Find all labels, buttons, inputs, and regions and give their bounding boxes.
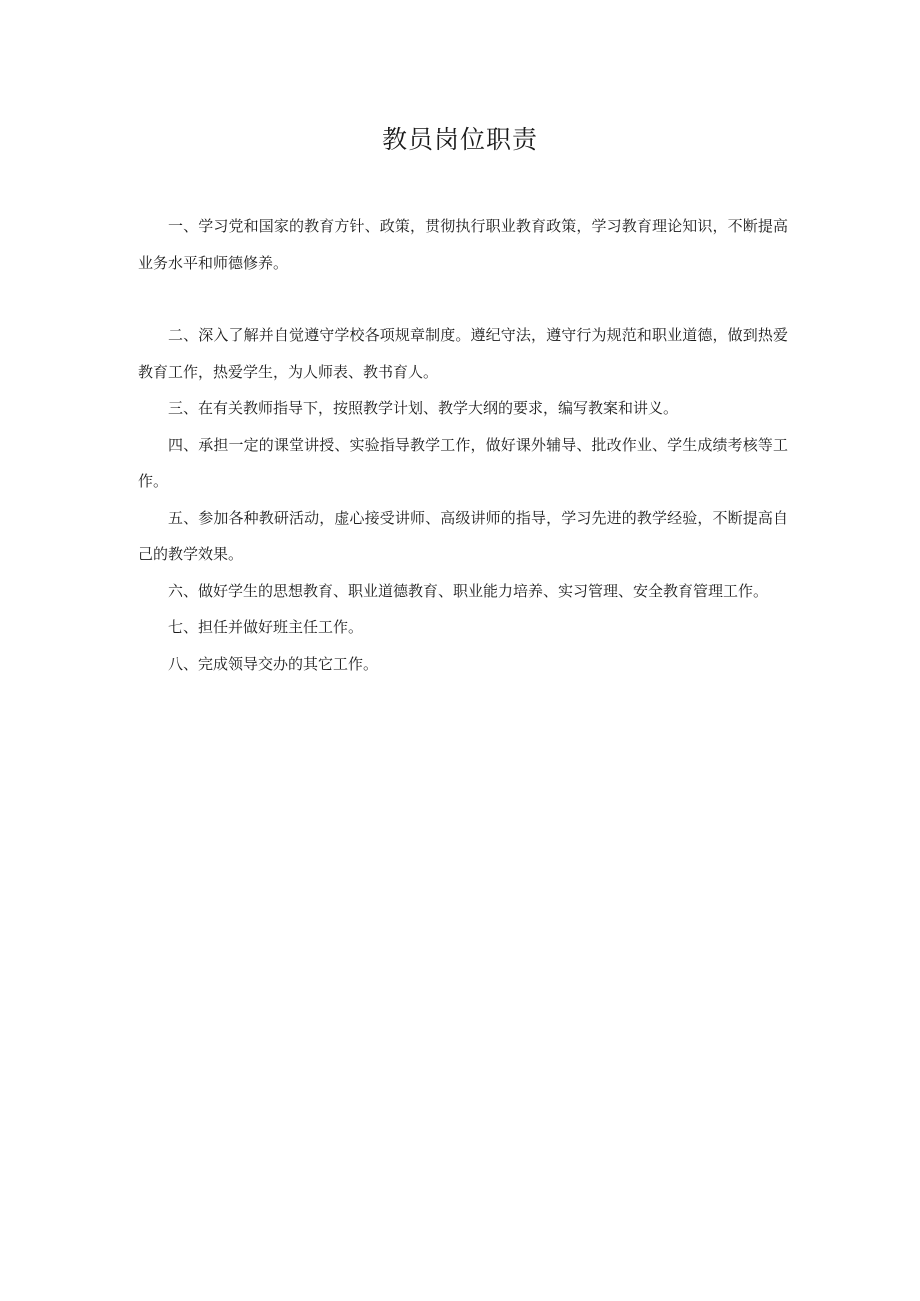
- duty-item-1: 一、学习党和国家的教育方针、政策，贯彻执行职业教育政策，学习教育理论知识，不断提高业务水平和师德修养。: [138, 217, 788, 272]
- duty-item-3: 三、在有关教师指导下，按照教学计划、教学大纲的要求，编写教案和讲义。: [168, 399, 679, 417]
- duty-item-5: 五、参加各种教研活动，虚心接受讲师、高级讲师的指导，学习先进的教学经验，不断提高自己的教学效果。: [138, 508, 788, 563]
- duty-item-6: 六、做好学生的思想教育、职业道德教育、职业能力培养、实习管理、安全教育管理工作。: [168, 581, 769, 600]
- duty-item-2: 二、深入了解并自觉遵守学校各项规章制度。遵纪守法，遵守行为规范和职业道德，做到热爱教育工作，热爱学生，为人师表、教书育人。: [138, 326, 788, 381]
- duty-item-8: 八、完成领导交办的其它工作。: [168, 654, 379, 673]
- document-body: [138, 208, 788, 682]
- document-title: 教员岗位职责: [381, 125, 538, 154]
- duty-item-4: 四、承担一定的课堂讲授、实验指导教学工作，做好课外辅导、批改作业、学生成绩考核等工作。: [138, 435, 788, 490]
- duty-item-7: 七、担任并做好班主任工作。: [168, 618, 364, 636]
